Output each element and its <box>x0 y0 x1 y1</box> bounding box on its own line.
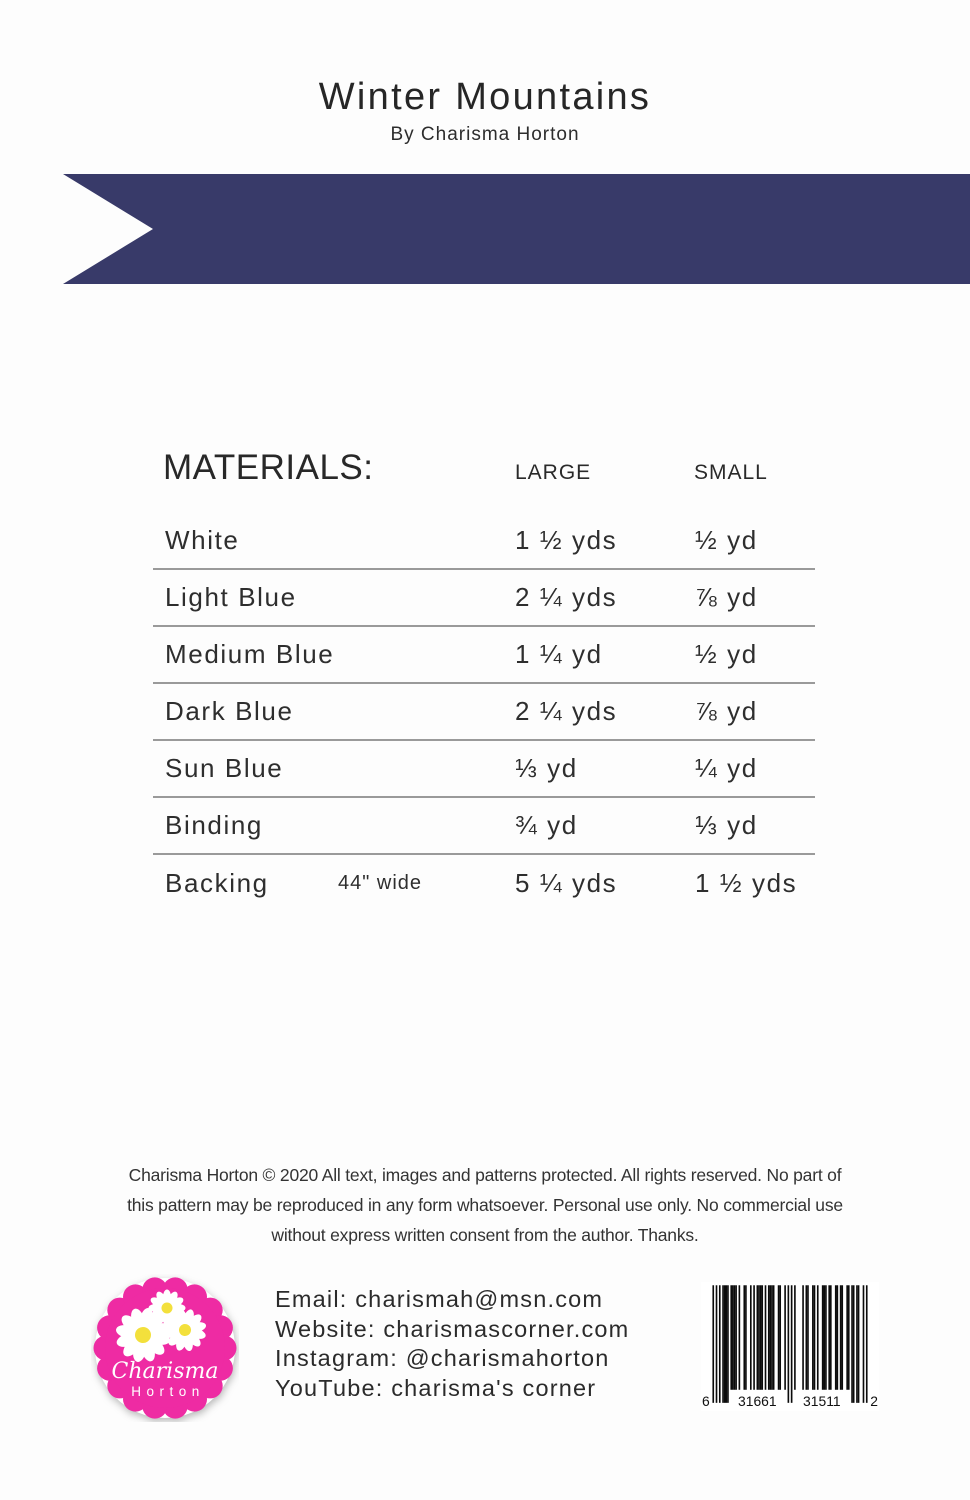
materials-rows <box>153 513 815 912</box>
row-small-value: ¼ yd <box>695 753 758 783</box>
row-note: 44" wide <box>338 872 423 894</box>
row-name: Sun Blue <box>165 753 284 783</box>
row-large-value: 2 ¼ yds <box>515 582 618 612</box>
barcode-digits-left: 31661 <box>738 1393 777 1410</box>
contact-website: Website: charismascorner.com <box>275 1315 630 1342</box>
copyright-line: this pattern may be reproduced in any form whatsoever. Personal use only. No commercial use <box>127 1195 843 1215</box>
row-name: White <box>165 525 240 555</box>
row-large-value: 1 ½ yds <box>515 525 618 555</box>
barcode-bars <box>712 1285 867 1403</box>
contact-email: Email: charismah@msn.com <box>275 1286 604 1312</box>
copyright-line: Charisma Horton © 2020 All text, images and patterns protected. All rights reserved. No part of <box>128 1165 842 1185</box>
barcode <box>701 1282 879 1411</box>
logo-script-text: Charisma <box>111 1359 219 1384</box>
page-title: Winter Mountains <box>318 76 652 118</box>
table-row <box>153 684 815 741</box>
row-small-value: ½ yd <box>695 525 758 555</box>
row-small-value: ⅓ yd <box>695 810 758 840</box>
column-header-large: LARGE <box>515 461 592 484</box>
row-large-value: 5 ¼ yds <box>515 868 618 898</box>
barcode-digit-trail: 2 <box>870 1393 878 1410</box>
ribbon-banner <box>63 174 970 284</box>
table-row <box>153 513 815 570</box>
contact-block <box>275 1285 629 1403</box>
row-name: Binding <box>165 810 263 840</box>
logo-badge-svg <box>91 1274 239 1422</box>
brand-logo <box>91 1274 239 1422</box>
barcode-svg <box>701 1282 879 1411</box>
row-small-value: ⅞ yd <box>695 582 758 612</box>
row-name: Dark Blue <box>165 696 294 726</box>
row-name: Light Blue <box>165 582 297 612</box>
row-small-value: ⅞ yd <box>695 696 758 726</box>
row-large-value: 1 ¼ yd <box>515 639 603 669</box>
barcode-digit-lead: 6 <box>702 1393 710 1410</box>
table-row <box>153 741 815 798</box>
contact-instagram: Instagram: @charismahorton <box>275 1345 610 1372</box>
table-row <box>153 627 815 684</box>
barcode-digits-right: 31511 <box>803 1393 841 1410</box>
row-small-value: ½ yd <box>695 639 758 669</box>
column-header-small: SMALL <box>694 461 768 484</box>
copyright-notice <box>0 1160 970 1250</box>
row-small-value: 1 ½ yds <box>695 868 798 898</box>
copyright-line: without express written consent from the author. Thanks. <box>271 1225 699 1245</box>
byline: By Charisma Horton <box>390 124 580 145</box>
row-name: Medium Blue <box>165 639 335 669</box>
row-large-value: ⅓ yd <box>515 753 578 783</box>
row-name: Backing <box>165 868 269 898</box>
logo-sub-text: Horton <box>131 1384 205 1399</box>
table-row <box>153 798 815 855</box>
row-large-value: 2 ¼ yds <box>515 696 618 726</box>
table-row <box>153 570 815 627</box>
row-large-value: ¾ yd <box>515 810 578 840</box>
contact-youtube: YouTube: charisma's corner <box>275 1374 597 1401</box>
materials-heading: MATERIALS: <box>163 448 374 487</box>
table-row <box>153 855 815 912</box>
